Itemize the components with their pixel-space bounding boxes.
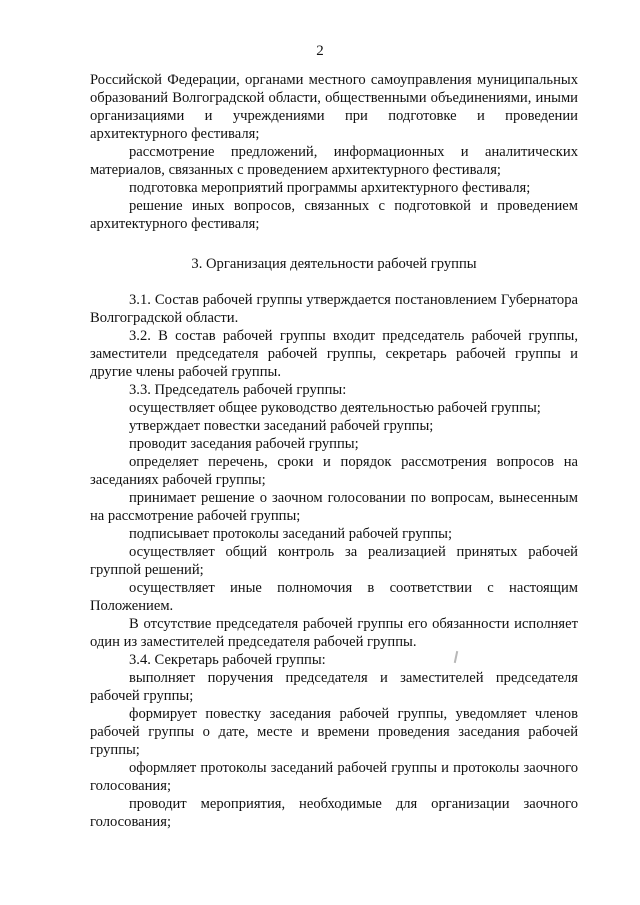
paragraph: выполняет поручения председателя и заместителей председателя рабочей группы; bbox=[90, 670, 578, 704]
paragraph: оформляет протоколы заседаний рабочей группы и протоколы заочного голосования; bbox=[90, 760, 578, 794]
page-number: 2 bbox=[316, 43, 324, 59]
paragraph: Российской Федерации, органами местного самоуправления муниципальных образований Волгоградской области, общественными объединениями, иными организациями и учреждениями при подготовке и проведении архитектурного фестиваля; bbox=[90, 72, 578, 142]
document-body bbox=[90, 71, 578, 831]
paragraph: утверждает повестки заседаний рабочей группы; bbox=[129, 418, 434, 434]
paragraph: осуществляет общий контроль за реализацией принятых рабочей группой решений; bbox=[90, 544, 578, 578]
paragraph: 3.1. Состав рабочей группы утверждается постановлением Губернатора Волгоградской области. bbox=[90, 292, 578, 326]
paragraph: рассмотрение предложений, информационных и аналитических материалов, связанных с проведением архитектурного фестиваля; bbox=[90, 144, 578, 178]
paragraph: формирует повестку заседания рабочей группы, уведомляет членов рабочей группы о дате, месте и времени проведения заседания рабочей группы; bbox=[90, 706, 578, 758]
paragraph: В отсутствие председателя рабочей группы его обязанности исполняет один из заместителей председателя рабочей группы. bbox=[90, 616, 578, 650]
paragraph: решение иных вопросов, связанных с подготовкой и проведением архитектурного фестиваля; bbox=[90, 198, 578, 232]
paragraph: проводит мероприятия, необходимые для организации заочного голосования; bbox=[90, 796, 578, 830]
paragraph: 3.4. Секретарь рабочей группы: bbox=[129, 652, 326, 668]
paragraph: подписывает протоколы заседаний рабочей группы; bbox=[129, 526, 452, 542]
paragraph: 3.2. В состав рабочей группы входит председатель рабочей группы, заместители председателя рабочей группы, секретарь рабочей группы и другие члены рабочей группы. bbox=[90, 328, 578, 380]
section-title: 3. Организация деятельности рабочей группы bbox=[191, 256, 477, 272]
paragraph: принимает решение о заочном голосовании по вопросам, вынесенным на рассмотрение рабочей группы; bbox=[90, 490, 578, 524]
paragraph: проводит заседания рабочей группы; bbox=[129, 436, 359, 452]
paragraph: определяет перечень, сроки и порядок рассмотрения вопросов на заседаниях рабочей группы; bbox=[90, 454, 578, 488]
paragraph: 3.3. Председатель рабочей группы: bbox=[129, 382, 347, 398]
paragraph: осуществляет иные полномочия в соответствии с настоящим Положением. bbox=[90, 580, 578, 614]
paragraph: осуществляет общее руководство деятельностью рабочей группы; bbox=[129, 400, 541, 416]
paragraph: подготовка мероприятий программы архитектурного фестиваля; bbox=[129, 180, 531, 196]
